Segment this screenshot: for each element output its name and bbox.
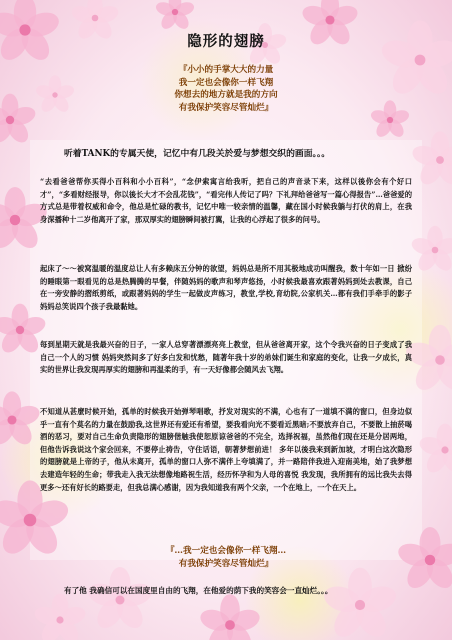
poem-line: 你想去的地方就是我的方向 [174,90,278,101]
outro-poem [0,545,452,570]
poem-line: 有我保护笑容尽管灿烂』 [178,102,274,113]
body-paragraph: 起床了～～被窝温暖的温度总让人有多赖床五分钟的欲望，妈妈总是所不用其极地成功叫醒我，数十年如一日 掀纷的睡眼第一眼看见的总是热腾腾的早餐，伴随妈妈的歌声和琴声悠扬，小时候我最喜欢跟著妈妈到处去教课，自己在一旁安静的摺纸剪纸，或跟著妈妈的学生一起做皮声练习，教堂,学校,育幼院,公家机关…都有我们手牵手的影子 妈妈总笑说四个孩子我最黏她。 [40,264,412,311]
poem-line: 有我保护笑容尽管灿烂』 [178,558,274,569]
body-paragraph: “去看爸爸帮你买得小百科和小小百科”，“念伊索寓言给我听，把自己的声音录下来，这样以後你会有个好口才”，“多看财经报导，你以後长大才不会乱花钱”，“看完伟人传记了吗？下礼拜给爸爸写一篇心得报告”…爸爸爱的方式总是带着权威和命令，他总是忙碌的教书，记忆中唯一较亲情的温馨，藏在国小时候我躺与打伏的肩上，在我身深播种十二岁他离开了家，那双厚实的翅膀瞬间被打翼，让我的心浮起了很多的问号。 [40,177,412,224]
body-paragraph: 不知道从甚麼时候开始，孤单的时候我开始弹琴唱歌，抒发对现实的不满，心也有了一道填不满的窗口，但身边似乎一直有个莫名的力量在鼓励我,这世界还有爱还有希望，要我看向光不要看近黑暗;不要放弃自己，不要散上抽菸喝酒的恶习，要对自己生命负责隐形的翅膀偕触我使恕原谅爸爸的不完全，选择祝福，虽然他们现在还是分居两地，但他告诉我说这个家会回来，不要停止祷告，守住话语，朝著梦想前进！ 多年以後我来到新加坡，才明白这次隐形的翅膀就是上帝的子，他从未离开，孤单的窗口人弥不满伴上夸填满了，并一路陪伴我进入迎南美地，始了我梦想去建造年轻的生命；带我走入我无法想像地路祝生活，经历怀孕和为人母的喜悦 我发现，我所拥有的远比我失去得更多～还有好长的路要走，但我总满心感谢，因为我知道我有两个父亲，一个在地上，一个在天上。 [40,407,412,492]
poem-line: 我一定也会像你一样飞翔 [178,77,274,88]
lead-paragraph: 听着TANK的专属天使，记忆中有几段关於爱与梦想交织的画面。。。 [64,149,331,159]
body-paragraph: 每到星期天就是我最兴奋的日子，一家人总穿著漂漂亮亮上教堂，但从爸爸离开家，这个令我兴奋的日子变成了我自己一个人的习惯 妈妈突然间多了好多白发和忧愁，随著年我十岁的弟妹们诞生和家庭的变化，让我一夕成长，真实的世界让我发现再厚实的翅膀和再温柔的手，有一天好像都会随风去飞翔。 [40,340,412,375]
poem-line: 『小小的手掌大大的力量 [178,65,274,75]
article-title: 隐形的翅膀 [187,33,265,50]
intro-poem [0,64,452,114]
poem-line: 『…我一定也会像你一样飞翔… [165,546,287,556]
closing-paragraph: 有了他 我确信可以在国度里自由的飞翔，在他爱的荫下我的笑容会一直灿烂。。。 [64,586,333,595]
